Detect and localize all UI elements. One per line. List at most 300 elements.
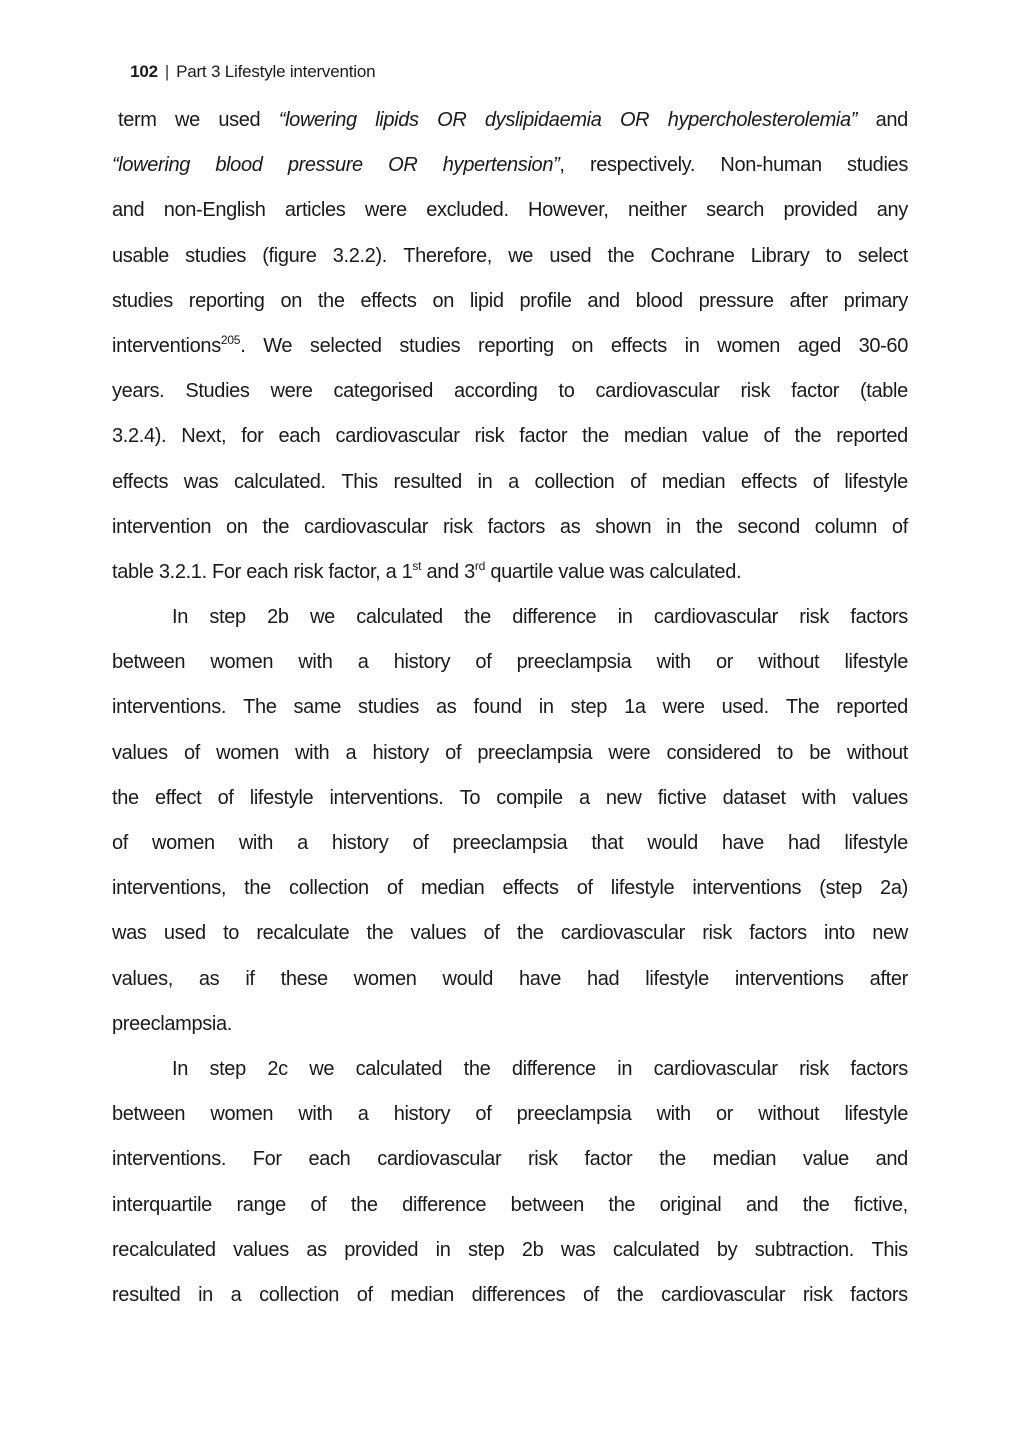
text: each	[308, 1148, 351, 1171]
text: Therefore,	[403, 244, 492, 267]
text: the	[659, 1148, 686, 1171]
text-word	[517, 651, 632, 674]
text: calculated	[356, 606, 443, 629]
text-word	[356, 606, 443, 629]
text: non-English	[163, 199, 266, 222]
text: a	[297, 832, 308, 854]
italic-text: blood	[215, 154, 263, 177]
text: range	[236, 1193, 286, 1216]
text: as	[435, 696, 457, 719]
text-word	[226, 516, 248, 539]
text-word	[394, 1103, 450, 1126]
text: calculated.	[233, 470, 326, 493]
text: factors	[850, 1057, 908, 1080]
text-word	[783, 199, 857, 222]
text: interventions	[734, 967, 844, 990]
text-word	[854, 1194, 908, 1217]
text-word	[662, 471, 726, 494]
text: lipid	[469, 289, 504, 312]
text-word	[764, 425, 780, 448]
text: 2a)	[880, 877, 908, 900]
text-word	[401, 558, 422, 583]
text-word	[799, 606, 829, 629]
text-word	[432, 290, 454, 313]
text: For	[252, 1148, 282, 1171]
header-section-title: Part 3 Lifestyle intervention	[176, 62, 376, 81]
text-word	[706, 199, 764, 222]
text: to	[223, 922, 240, 945]
text: risk	[740, 380, 771, 403]
text: Non-human	[720, 154, 822, 177]
text: values	[233, 1238, 289, 1261]
text-word	[351, 1194, 378, 1217]
text-word	[112, 245, 169, 268]
text-word	[741, 471, 797, 494]
text-word	[798, 335, 841, 358]
text: provided	[344, 1238, 419, 1261]
text-line	[112, 96, 908, 141]
text-word	[496, 787, 562, 810]
text-word	[358, 651, 369, 674]
text-word	[293, 561, 323, 583]
text: collection	[259, 1283, 340, 1306]
text-word	[528, 1148, 558, 1171]
text: factor	[791, 380, 840, 403]
text: by	[716, 1238, 738, 1261]
text: lifestyle	[645, 967, 709, 990]
text: in	[666, 515, 681, 538]
text-word	[199, 968, 219, 991]
text: in	[684, 334, 700, 357]
text: To	[459, 786, 481, 809]
text-word	[215, 154, 262, 177]
text: factor	[519, 425, 568, 448]
text: step	[209, 606, 246, 629]
text: reporting	[478, 334, 554, 357]
text-word	[112, 332, 246, 358]
text: 30-60	[858, 334, 908, 357]
text-word	[288, 154, 363, 177]
text: categorised	[333, 380, 434, 403]
text-word	[651, 245, 735, 268]
text-word	[877, 199, 908, 222]
text-word	[198, 1284, 213, 1307]
text-word	[561, 922, 685, 945]
text-word	[443, 516, 473, 539]
text-word	[803, 1148, 849, 1171]
text: selected	[309, 334, 382, 357]
text: reported	[836, 696, 908, 719]
text: of	[386, 877, 403, 900]
text-word	[595, 380, 719, 403]
text-word	[333, 245, 387, 268]
text: lifestyle	[844, 1103, 908, 1126]
text: was	[183, 470, 219, 493]
text: fictive,	[853, 1193, 908, 1216]
text: had	[787, 832, 821, 854]
text: column	[814, 515, 878, 538]
text: factors	[850, 606, 908, 629]
text-word	[112, 877, 226, 900]
text-word	[508, 245, 533, 268]
text-word	[454, 380, 538, 403]
text-word	[844, 651, 908, 674]
text: the	[695, 515, 723, 538]
text: compile	[496, 786, 563, 809]
text-word	[658, 787, 707, 810]
text: cardiovascular	[304, 515, 429, 538]
text-word	[155, 787, 201, 810]
text-word	[445, 742, 461, 765]
text: that	[591, 832, 624, 854]
text-word	[344, 1239, 418, 1262]
text: median	[661, 470, 726, 493]
text-word	[112, 471, 168, 494]
text-line	[112, 1181, 908, 1226]
text: shown	[595, 515, 652, 538]
text-word	[661, 1284, 785, 1307]
text-word	[394, 651, 450, 674]
text: value	[702, 425, 749, 448]
text: 3.2.1.	[158, 560, 207, 583]
text-word	[618, 606, 633, 629]
text: a	[357, 1103, 369, 1126]
text: of	[582, 1283, 599, 1306]
text: For	[212, 560, 241, 583]
text: pressure	[698, 289, 774, 312]
text-word	[335, 425, 459, 448]
text: preeclampsia	[452, 832, 568, 854]
text-word	[624, 696, 646, 719]
text-word	[577, 877, 593, 900]
text-word	[859, 335, 908, 358]
text-word	[164, 199, 266, 222]
text-word	[189, 290, 265, 313]
text-line	[112, 1271, 908, 1316]
text-word	[720, 154, 821, 177]
paragraph-3	[112, 1045, 908, 1316]
text-line	[112, 367, 908, 412]
text-word	[234, 471, 326, 494]
text: would	[442, 967, 494, 990]
text: the	[317, 289, 345, 312]
italic-text: OR	[388, 154, 418, 177]
text-word	[836, 425, 908, 448]
text: The	[243, 696, 277, 719]
text-word	[345, 742, 356, 765]
text-word	[630, 471, 646, 494]
text: intervention	[112, 515, 212, 538]
text-word	[850, 1284, 908, 1307]
text: profile	[519, 289, 572, 312]
text-word	[245, 968, 254, 991]
text-word	[735, 968, 844, 991]
text: to	[825, 244, 842, 267]
text-word	[209, 606, 245, 629]
text: the	[244, 877, 271, 900]
text: had	[586, 967, 620, 990]
text: women	[152, 832, 215, 854]
text: the	[616, 1283, 644, 1306]
text-word	[572, 335, 594, 358]
text-word	[717, 1239, 737, 1262]
text-word	[181, 425, 226, 448]
text: on	[280, 289, 302, 312]
text-word	[587, 290, 619, 313]
text: 3.2.2).	[332, 244, 387, 267]
text: 1	[401, 560, 413, 583]
text-word	[478, 335, 554, 358]
text-word	[464, 606, 491, 629]
text-word	[571, 696, 607, 719]
text: we	[309, 1057, 335, 1080]
text-word	[436, 1239, 451, 1262]
text: in	[617, 1057, 633, 1080]
text: effects	[112, 470, 169, 493]
text-word	[231, 1284, 242, 1307]
text-word	[285, 199, 346, 222]
text-word	[426, 199, 508, 222]
text-word	[549, 245, 591, 268]
text-word	[844, 1103, 908, 1126]
text: step	[467, 1238, 505, 1261]
text: in	[538, 696, 554, 719]
text-word	[294, 696, 342, 719]
text: into	[824, 922, 855, 945]
text-word	[617, 1058, 632, 1081]
text: cardiovascular	[653, 606, 778, 629]
text: studies	[399, 334, 461, 357]
text: collection	[534, 470, 615, 493]
text-word	[892, 516, 908, 539]
text-word	[112, 154, 190, 177]
text-word	[212, 561, 241, 583]
text: as	[559, 515, 581, 538]
text-word	[876, 1148, 908, 1171]
text: recalculate	[256, 922, 350, 945]
text-word	[870, 968, 908, 991]
text: the	[607, 244, 635, 267]
text-word	[799, 1058, 829, 1081]
text-word	[210, 1103, 273, 1126]
text-word	[850, 1058, 908, 1081]
text-word	[243, 696, 276, 719]
text: women	[210, 651, 274, 674]
text-word	[702, 425, 748, 448]
text: of	[763, 425, 780, 448]
text: provided	[783, 199, 858, 222]
text-word	[717, 335, 780, 358]
text-word	[722, 832, 764, 855]
text: (figure	[262, 244, 317, 267]
text-word	[786, 696, 819, 719]
text-word	[470, 290, 504, 313]
text-word	[713, 1148, 777, 1171]
text-word	[372, 742, 428, 765]
text-word	[876, 109, 908, 132]
text: used	[218, 109, 261, 131]
text: the	[794, 425, 822, 448]
text: without	[847, 741, 908, 764]
page-number: 102	[130, 62, 158, 81]
text-word	[436, 696, 456, 719]
text: This	[871, 1238, 908, 1261]
text: years.	[112, 380, 165, 403]
text: in	[477, 470, 493, 493]
text-word	[239, 832, 273, 855]
text-word	[278, 425, 320, 448]
text: without	[758, 651, 820, 674]
text-line	[112, 548, 908, 593]
italic-text: pressure	[287, 154, 363, 177]
italic-text: OR	[619, 109, 650, 131]
text-word	[751, 245, 810, 268]
text: new	[872, 922, 908, 945]
text-word	[844, 471, 908, 494]
text-word	[262, 245, 316, 268]
text: of	[445, 741, 462, 764]
text-word	[654, 1058, 778, 1081]
text: This	[341, 470, 378, 493]
text: of	[576, 877, 593, 900]
text-word	[813, 471, 829, 494]
text: would	[647, 832, 698, 854]
text-word	[535, 471, 615, 494]
text: .	[240, 334, 246, 357]
text-word	[250, 787, 314, 810]
text-word	[668, 109, 857, 132]
text-word	[610, 561, 645, 583]
text: studies	[847, 154, 908, 177]
text-line	[112, 909, 908, 954]
text-word	[411, 922, 467, 945]
text: table	[112, 560, 154, 583]
text-word	[184, 742, 200, 765]
text: a	[345, 741, 357, 764]
text: between	[510, 1193, 584, 1216]
text-word	[304, 516, 428, 539]
text: lifestyle	[844, 832, 908, 854]
superscript: st	[412, 558, 422, 573]
text-word	[475, 1103, 491, 1126]
text-word	[271, 380, 313, 403]
text-word	[746, 1194, 778, 1217]
text-word	[112, 380, 164, 403]
text: after	[869, 967, 908, 990]
text: cardiovascular	[377, 1148, 502, 1171]
text: preeclampsia	[477, 741, 593, 764]
text: and	[875, 1148, 908, 1171]
text-word	[341, 471, 377, 494]
text-word	[561, 1239, 596, 1262]
text-word	[649, 561, 741, 583]
text-word	[620, 109, 649, 132]
text-word	[112, 516, 211, 539]
text-word	[357, 1284, 373, 1307]
text-word	[279, 109, 357, 132]
superscript: 205	[220, 332, 241, 347]
text-word	[377, 1148, 501, 1171]
text: (table	[859, 380, 908, 403]
text-word	[558, 561, 604, 583]
text-word	[716, 1103, 733, 1126]
text-word	[112, 561, 154, 583]
text-word	[617, 1284, 644, 1307]
paragraph-1	[112, 96, 908, 593]
text: neither	[628, 199, 687, 222]
text-word	[218, 109, 260, 132]
text: or	[715, 1103, 734, 1126]
text: of	[483, 922, 500, 945]
text-word	[737, 516, 799, 539]
text-word	[519, 425, 567, 448]
text-word	[858, 245, 908, 268]
text-word	[118, 109, 157, 132]
text-word	[803, 1284, 833, 1307]
text-word	[702, 922, 732, 945]
text: ,	[559, 154, 565, 177]
text-word	[112, 922, 147, 945]
text-word	[844, 832, 908, 855]
text-word	[354, 968, 417, 991]
text-word	[164, 922, 206, 945]
text: studies	[112, 289, 173, 312]
text: 1a	[624, 696, 646, 719]
text-word	[628, 199, 687, 222]
text: select	[857, 244, 908, 267]
text-word	[517, 922, 544, 945]
text-word	[791, 380, 839, 403]
text: in	[435, 1238, 451, 1261]
text: we	[175, 109, 200, 131]
text: have	[721, 832, 764, 854]
text-word	[184, 471, 219, 494]
text: with	[298, 1103, 333, 1126]
text: between	[112, 651, 186, 674]
text: the	[463, 1057, 491, 1080]
text-word	[210, 651, 273, 674]
text: median	[420, 877, 485, 900]
text-word	[539, 696, 554, 719]
text: Cochrane	[650, 244, 735, 267]
text: these	[280, 967, 328, 990]
text: new	[605, 786, 642, 809]
text: with	[295, 741, 330, 764]
text: The	[785, 696, 820, 719]
text: a	[230, 1283, 242, 1306]
text-word	[657, 1103, 691, 1126]
text: women	[353, 967, 417, 990]
text-word	[112, 1148, 226, 1171]
text: risk	[799, 606, 829, 629]
text-word	[244, 877, 271, 900]
text: values	[410, 922, 467, 945]
text-word	[836, 696, 908, 719]
text: were	[364, 199, 407, 222]
text: of	[812, 470, 829, 493]
text: with	[298, 651, 333, 674]
text-word	[437, 109, 466, 132]
text: risk	[293, 560, 324, 583]
text: interventions.	[112, 696, 227, 719]
text-word	[358, 696, 419, 719]
text-word	[485, 109, 602, 132]
text-line	[112, 141, 908, 186]
text-word	[253, 1148, 282, 1171]
text-word	[365, 199, 407, 222]
text-word	[280, 290, 302, 313]
text: calculated	[612, 1238, 700, 1261]
